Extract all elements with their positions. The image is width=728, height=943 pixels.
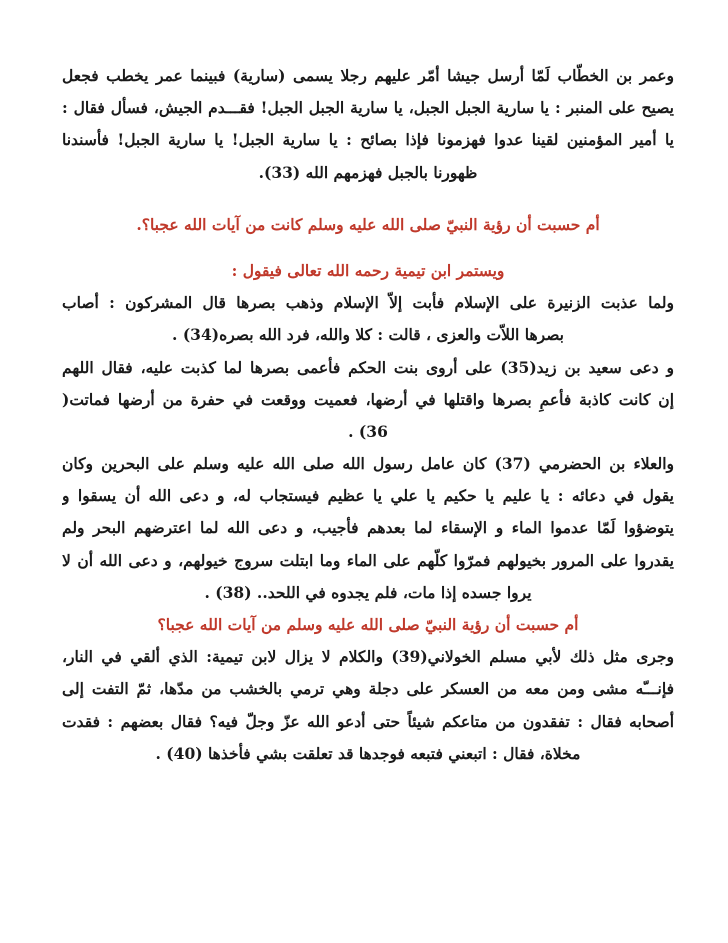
text-line: ولما عذبت الزنيرة على الإسلام فأبت إلاّ الإسلام وذهب بصرها قال المشركون : أصاب [62,293,674,313]
document-page [62,60,674,770]
paragraph-zunaira [62,287,674,351]
paragraph-said-bin-zaid [62,352,674,449]
highlighted-question: أم حسبت أن رؤية النبيّ صلى الله عليه وسلم كانت من آيات الله عجبا؟. [136,214,600,234]
text-line: مخلاة، فقال : اتبعني فتبعه فوجدها قد تعلقت بشي فأخذها (40) . [155,743,581,763]
text-line: فإنـــّه مشى ومن معه من العسكر على دجلة وهي ترمي بالخشب من مدّها، ثمّ التفت إلى [62,679,674,699]
text-line: يقول في دعائه : يا عليم يا حكيم يا علي يا عظيم فيستجاب له، و دعى الله أن يسقوا و [62,486,674,506]
text-line: يتوضؤوا لَمّا عدموا الماء و الإسقاء لما بعدهم فأجيب، و دعى الله لما اعترضهم البحر ولم [62,518,674,538]
paragraph-abu-muslim [62,641,674,770]
text-line: ظهورنا بالجبل فهزمهم الله (33). [258,162,478,182]
text-line: و دعى سعيد بن زيد(35) على أروى بنت الحكم فأعمى بصرها لما كذبت عليه، فقال اللهم [62,357,674,377]
paragraph-omar-sariya [62,60,674,189]
text-line: والعلاء بن الحضرمي (37) كان عامل رسول الله صلى الله عليه وسلم على البحرين وكان [62,454,674,474]
text-line: أصحابه فقال : تفقدون من متاعكم شيئاً حتى أدعو الله عزّ وجلّ فيه؟ فقال بعضهم : فقدت [62,711,674,731]
text-line: يا أمير المؤمنين لقينا عدوا فهزمونا فإذا بصائح : يا سارية الجبل! يا سارية الجبل! فأسندنا [62,130,674,150]
text-line: يصيح على المنبر : يا سارية الجبل الجبل، يا سارية الجبل الجبل! فقـــدم الجيش، فسأل فقال : [62,98,674,118]
text-line: يروا جسده إذا مات، فلم يجدوه في اللحد.. (38) . [204,582,532,602]
highlighted-question: أم حسبت أن رؤية النبيّ صلى الله عليه وسلم من آيات الله عجبا؟ [157,615,579,634]
text-line: بصرها اللاّت والعزى ، قالت : كلا والله، فرد الله بصره(34) . [172,325,564,345]
text-line: إن كانت كاذبة فأعمِ بصرها واقتلها في أرضها، فعميت ووقعت في حفرة من أرضها فماتت( [62,389,674,409]
text-line: وعمر بن الخطّاب لَمّا أرسل جيشا أمّر عليهم رجلا يسمى (سارية) فبينما عمر يخطب فجعل [62,66,674,85]
text-line: 36) . [348,421,388,441]
text-line: وجرى مثل ذلك لأبي مسلم الخولاني(39) والكلام لا يزال لابن تيمية: الذي ألقي في النار، [62,647,674,667]
section-intro: ويستمر ابن تيمية رحمه الله تعالى فيقول : [231,260,505,280]
text-line: يقدروا على المرور بخيولهم فمرّوا كلّهم على الماء وما ابتلت سروج خيولهم، و دعى الله أن لا [62,550,674,570]
paragraph-alaa-hadrami [62,448,674,609]
